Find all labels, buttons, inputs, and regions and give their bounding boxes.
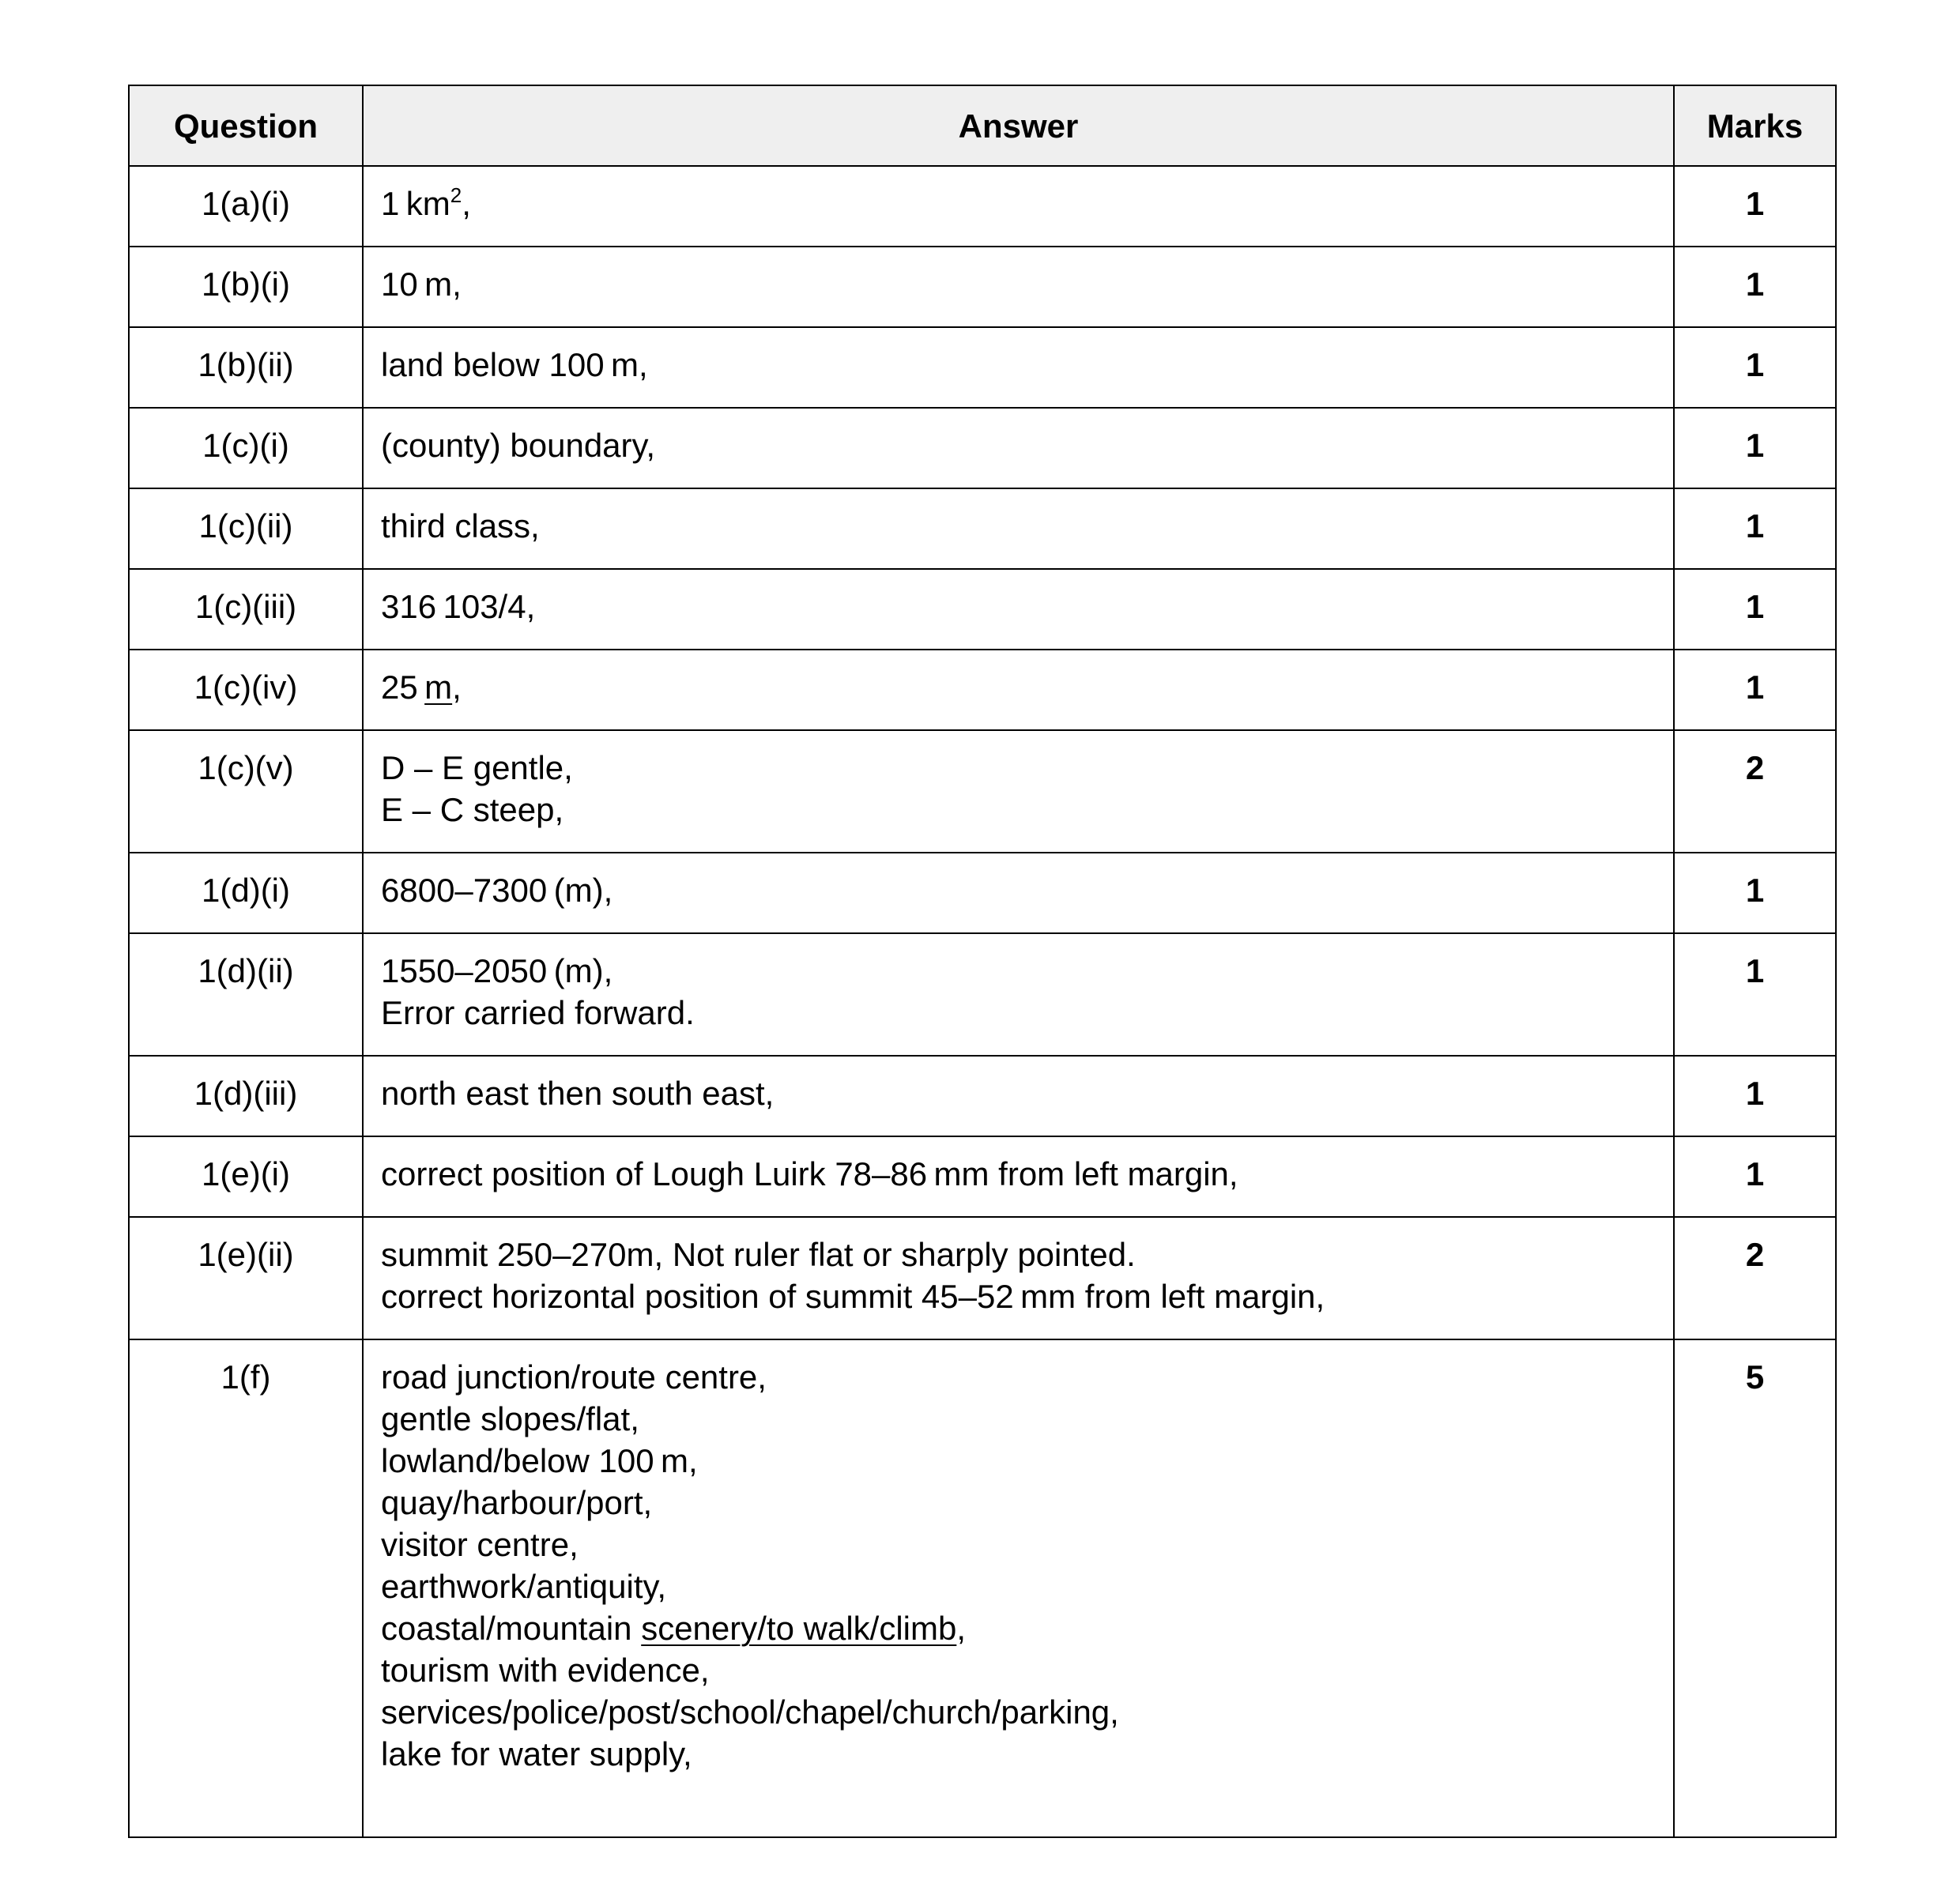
answer-line: Error carried forward. xyxy=(381,994,695,1031)
marks-value: 1 xyxy=(1674,569,1836,650)
answer-cell xyxy=(363,569,1674,650)
answer-text: , xyxy=(956,1610,966,1647)
answer-cell xyxy=(363,933,1674,1056)
answer-line: visitor centre, xyxy=(381,1526,579,1563)
table-body xyxy=(129,166,1836,1837)
answer-line: (county) boundary, xyxy=(381,427,656,464)
answer-text: coastal/mountain xyxy=(381,1610,642,1647)
answer-line xyxy=(381,1607,1657,1649)
marks-value: 1 xyxy=(1674,327,1836,408)
question-number: 1(b)(ii) xyxy=(129,327,363,408)
marks-value: 5 xyxy=(1674,1339,1836,1837)
marks-value: 1 xyxy=(1674,1056,1836,1136)
marks-value: 2 xyxy=(1674,730,1836,853)
question-number: 1(c)(iii) xyxy=(129,569,363,650)
answer-cell xyxy=(363,1056,1674,1136)
answer-cell xyxy=(363,1217,1674,1339)
marks-value: 1 xyxy=(1674,933,1836,1056)
table-row xyxy=(129,650,1836,730)
table-row xyxy=(129,1136,1836,1217)
answer-cell xyxy=(363,408,1674,488)
answer-cell xyxy=(363,853,1674,933)
table-row xyxy=(129,933,1836,1056)
answer-line: quay/harbour/port, xyxy=(381,1484,653,1521)
marks-value: 1 xyxy=(1674,853,1836,933)
answer-cell xyxy=(363,1339,1674,1837)
answer-line xyxy=(381,183,1657,224)
table-row xyxy=(129,853,1836,933)
question-number: 1(d)(iii) xyxy=(129,1056,363,1136)
answer-line xyxy=(381,666,1657,708)
answer-cell xyxy=(363,247,1674,327)
answer-line: north east then south east, xyxy=(381,1075,775,1112)
answer-text: 25 xyxy=(381,669,425,706)
question-number: 1(c)(iv) xyxy=(129,650,363,730)
answer-line: correct horizontal position of summit 45–52 mm from left margin, xyxy=(381,1278,1325,1315)
table-row xyxy=(129,166,1836,247)
question-number: 1(c)(i) xyxy=(129,408,363,488)
answer-line: road junction/route centre, xyxy=(381,1358,767,1396)
question-number: 1(d)(i) xyxy=(129,853,363,933)
table-row xyxy=(129,408,1836,488)
marks-value: 1 xyxy=(1674,408,1836,488)
question-number: 1(b)(i) xyxy=(129,247,363,327)
answer-cell xyxy=(363,1136,1674,1217)
answer-text: , xyxy=(452,669,462,706)
table-row xyxy=(129,247,1836,327)
underlined-text: m xyxy=(424,669,453,706)
question-number: 1(c)(v) xyxy=(129,730,363,853)
table-row xyxy=(129,488,1836,569)
marks-value: 1 xyxy=(1674,1136,1836,1217)
answer-line: 6800–7300 (m), xyxy=(381,872,613,909)
table-row xyxy=(129,1339,1836,1837)
answer-line: land below 100 m, xyxy=(381,346,648,383)
answer-cell xyxy=(363,650,1674,730)
answer-line: third class, xyxy=(381,507,540,544)
question-number: 1(e)(i) xyxy=(129,1136,363,1217)
question-number: 1(a)(i) xyxy=(129,166,363,247)
answer-cell xyxy=(363,166,1674,247)
answer-line: D – E gentle, xyxy=(381,749,573,786)
marks-value: 1 xyxy=(1674,166,1836,247)
answer-line: earthwork/antiquity, xyxy=(381,1568,667,1605)
header-marks: Marks xyxy=(1674,85,1836,166)
answer-text: , xyxy=(462,185,471,222)
underlined-text: scenery/to walk/climb xyxy=(641,1610,957,1647)
answer-cell xyxy=(363,730,1674,853)
answer-cell xyxy=(363,327,1674,408)
question-number: 1(e)(ii) xyxy=(129,1217,363,1339)
marks-value: 2 xyxy=(1674,1217,1836,1339)
question-number: 1(c)(ii) xyxy=(129,488,363,569)
table-row xyxy=(129,327,1836,408)
answer-line: lowland/below 100 m, xyxy=(381,1442,698,1479)
answer-line: lake for water supply, xyxy=(381,1735,692,1772)
answer-line: 316 103/4, xyxy=(381,588,536,625)
marks-value: 1 xyxy=(1674,247,1836,327)
answer-line: services/police/post/school/chapel/church/parking, xyxy=(381,1693,1119,1731)
question-number: 1(f) xyxy=(129,1339,363,1837)
answer-line: 10 m, xyxy=(381,266,462,303)
marks-value: 1 xyxy=(1674,488,1836,569)
answer-line: gentle slopes/flat, xyxy=(381,1400,639,1437)
table-row xyxy=(129,1056,1836,1136)
answer-line: summit 250–270m, Not ruler flat or sharply pointed. xyxy=(381,1236,1136,1273)
question-number: 1(d)(ii) xyxy=(129,933,363,1056)
answer-line: 1550–2050 (m), xyxy=(381,952,613,989)
answer-cell xyxy=(363,488,1674,569)
marks-value: 1 xyxy=(1674,650,1836,730)
table-row xyxy=(129,1217,1836,1339)
mark-scheme-table xyxy=(128,85,1837,1838)
header-answer: Answer xyxy=(363,85,1674,166)
answer-text: 1 km xyxy=(381,185,450,222)
superscript: 2 xyxy=(450,183,462,207)
answer-line: correct position of Lough Luirk 78–86 mm from left margin, xyxy=(381,1155,1238,1192)
answer-line: tourism with evidence, xyxy=(381,1652,710,1689)
table-row xyxy=(129,730,1836,853)
answer-line: E – C steep, xyxy=(381,791,564,828)
table-row xyxy=(129,569,1836,650)
header-question: Question xyxy=(129,85,363,166)
header-row xyxy=(129,85,1836,166)
